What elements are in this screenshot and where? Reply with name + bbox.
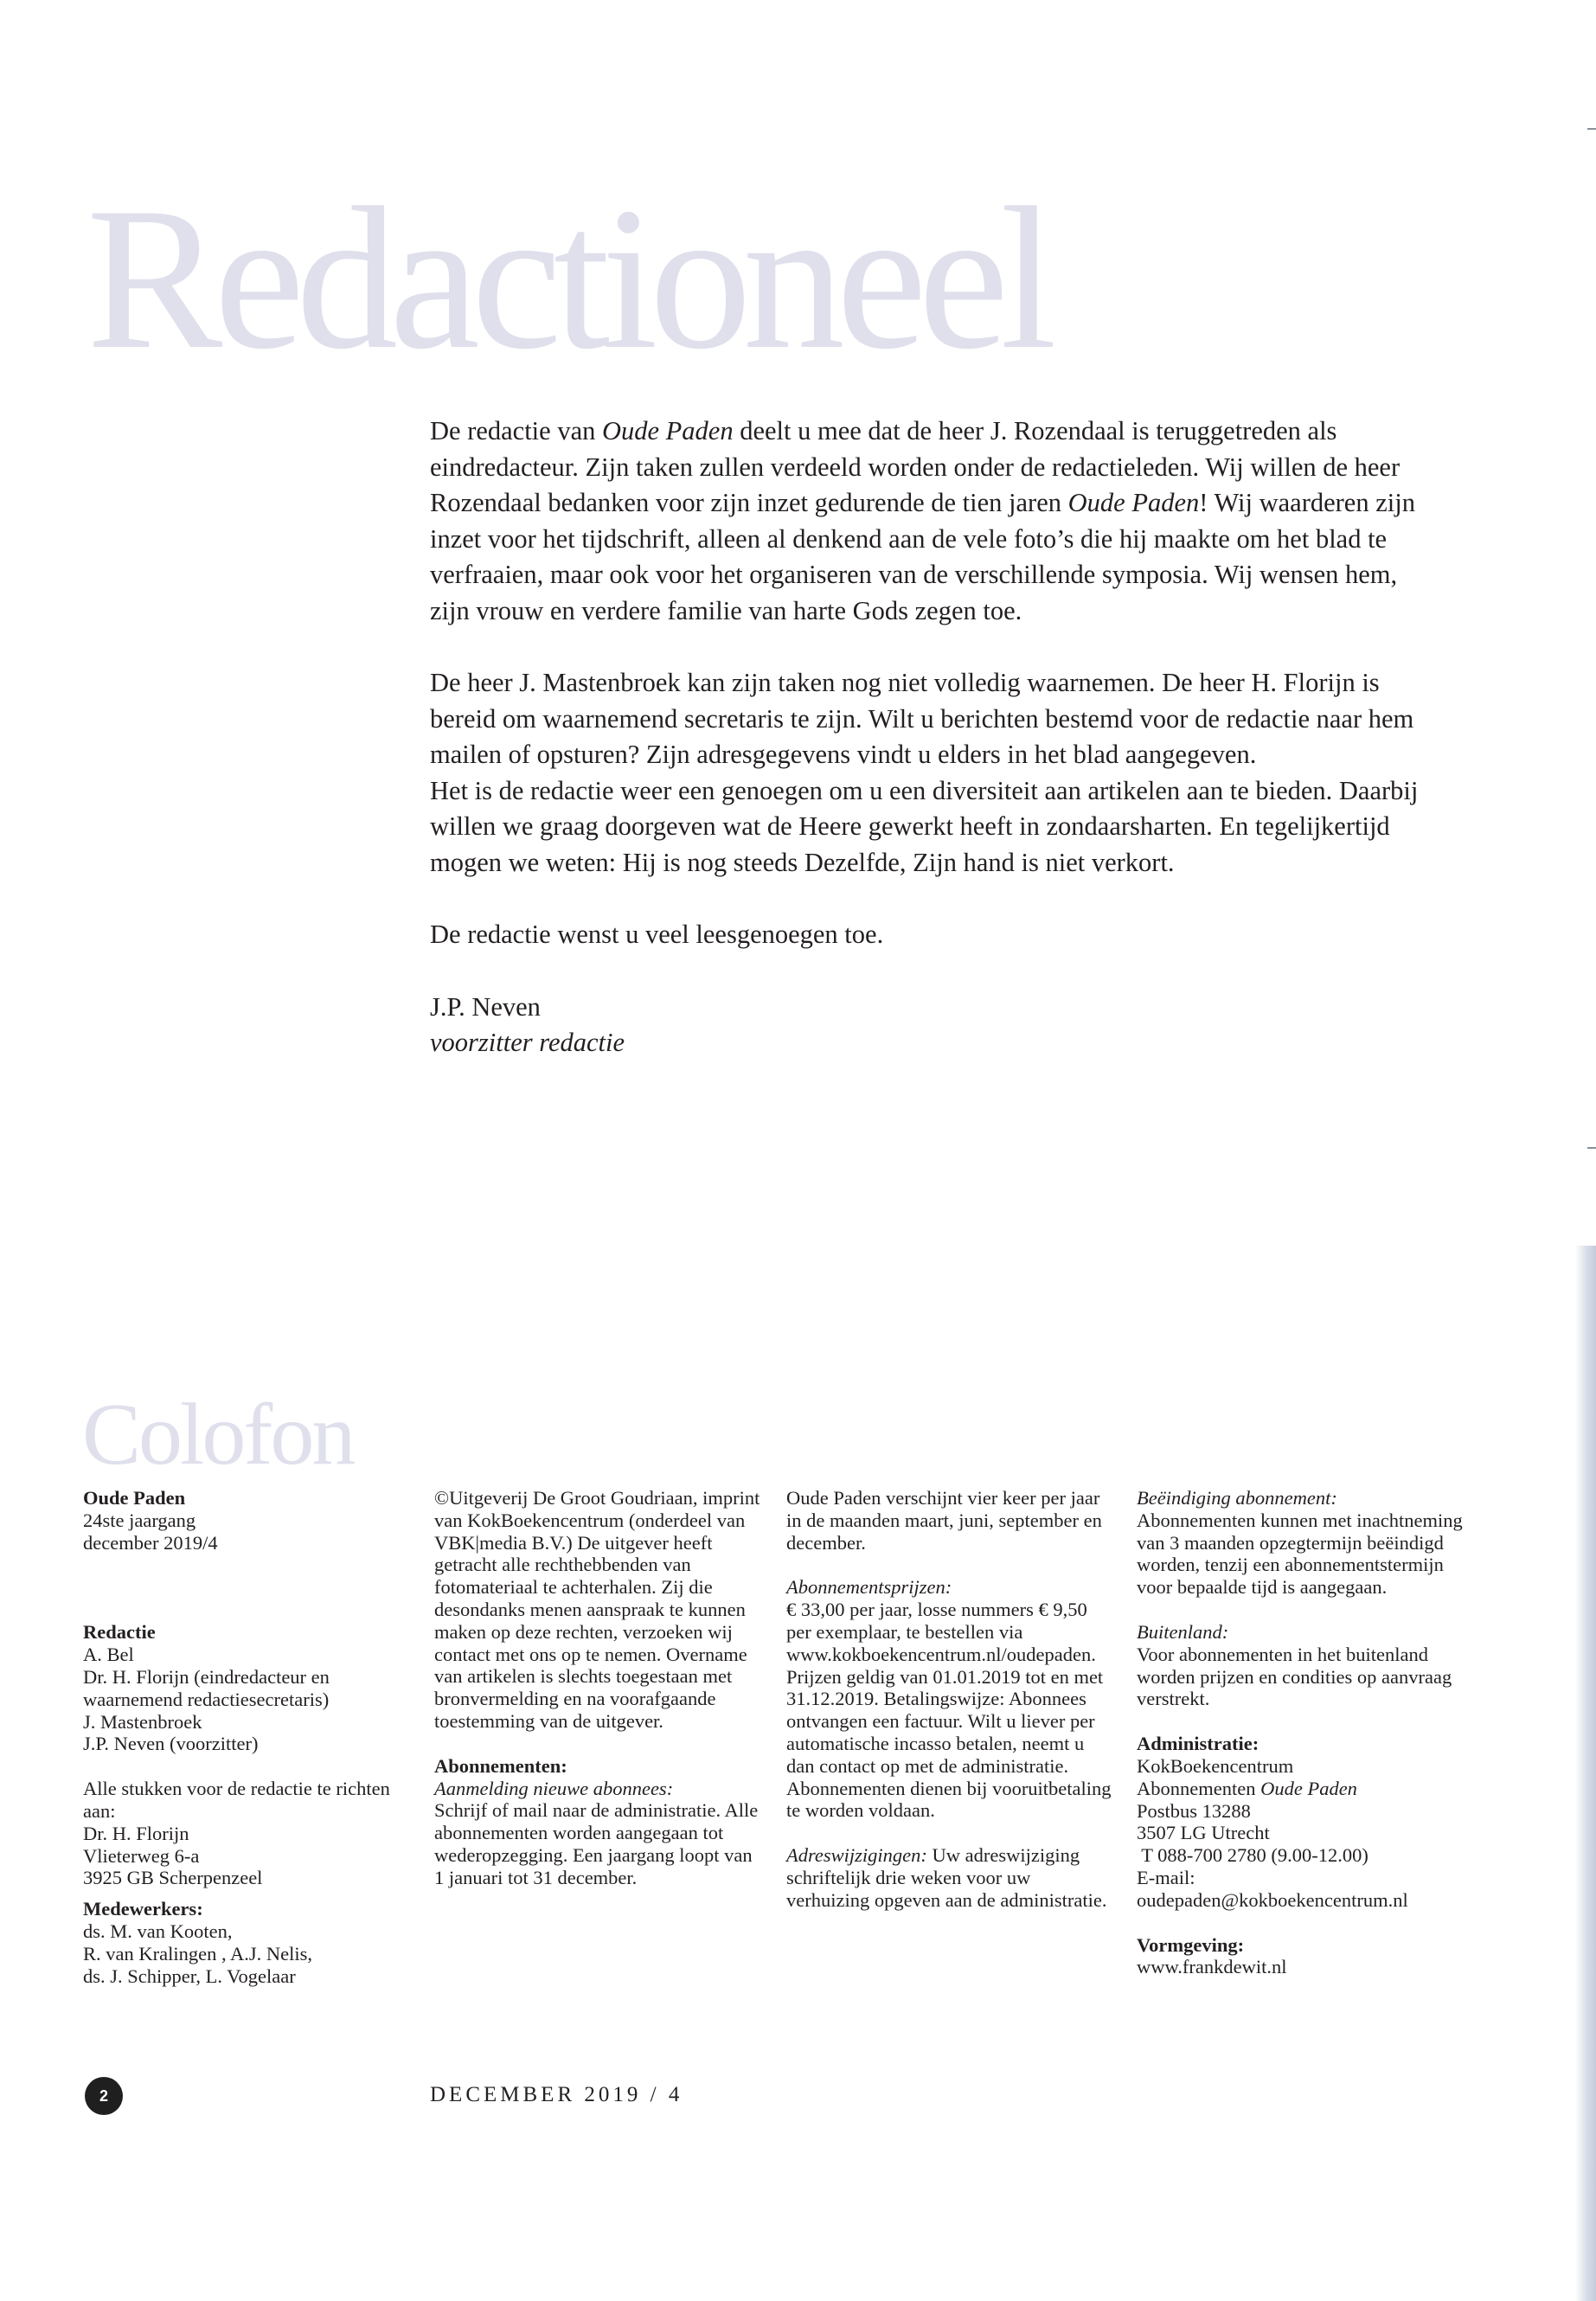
admin-postbus: Postbus 13288	[1137, 1799, 1251, 1822]
signature-name: J.P. Neven	[430, 991, 541, 1022]
admin-name: KokBoekencentrum	[1137, 1754, 1294, 1777]
beeindiging-label: Beëindiging abonnement:	[1137, 1487, 1337, 1509]
aanmelding-label: Aanmelding nieuwe abonnees:	[434, 1777, 674, 1799]
redactie-member: waarnemend redactiesecretaris)	[83, 1688, 330, 1710]
page-title: Redactioneel	[87, 166, 1048, 392]
address-line: Vlieterweg 6-a	[83, 1844, 200, 1867]
address-intro: Alle stukken voor de redactie te richten aan:	[83, 1778, 390, 1822]
admin-email-label: E-mail:	[1137, 1866, 1195, 1888]
vormgeving-url[interactable]: www.frankdewit.nl	[1137, 1956, 1287, 1978]
edge-decoration	[1575, 1246, 1596, 2301]
frequency-text: Oude Paden verschijnt vier keer per jaar in de maanden maart, juni, september en december.	[786, 1487, 1102, 1554]
medewerkers-line: ds. J. Schipper, L. Vogelaar	[83, 1965, 296, 1987]
editorial-body	[430, 413, 1442, 1061]
medewerkers-heading: Medewerkers:	[83, 1898, 203, 1920]
colofon-column-1	[83, 1487, 412, 1987]
signature-role: voorzitter redactie	[430, 1028, 625, 1057]
medewerkers-line: ds. M. van Kooten,	[83, 1920, 233, 1942]
journal-name: Oude Paden	[83, 1487, 186, 1509]
redactie-member: A. Bel	[83, 1644, 134, 1666]
prijzen-label: Abonnementsprijzen:	[786, 1576, 952, 1599]
editorial-paragraph-1: De redactie van Oude Paden deelt u mee dat de heer J. Rozendaal is teruggetreden als eindredacteur. Zijn taken zullen verdeeld worden onder de redactieleden. Wij willen de heer Rozendaal bedanken voor zijn inzet gedurende de tien jaren Oude Paden! Wij waarderen zijn inzet voor het tijdschrift, alleen al denkend aan de vele foto’s die hij maakte om het blad te verfraaien, maar ook voor het organiseren van de verschillende symposia. Wij wensen hem, zijn vrouw en verdere familie van harte Gods zegen toe.	[430, 416, 1415, 625]
redactie-member: J.P. Neven (voorzitter)	[83, 1733, 259, 1755]
editorial-paragraph-4: De redactie wenst u veel leesgenoegen toe.	[430, 920, 884, 949]
buitenland-label: Buitenland:	[1137, 1620, 1229, 1643]
medewerkers-line: R. van Kralingen , A.J. Nelis,	[83, 1942, 312, 1965]
edge-tick-top	[1587, 128, 1596, 130]
administratie-heading: Administratie:	[1137, 1733, 1259, 1755]
page-number-badge: 2	[85, 2077, 123, 2115]
buitenland-text: Voor abonnementen in het buitenland worden prijzen en condities op aanvraag verstrekt.	[1137, 1643, 1452, 1710]
redactie-member: Dr. H. Florijn (eindredacteur en	[83, 1665, 330, 1688]
journal-volume: 24ste jaargang	[83, 1509, 196, 1531]
copyright-text: ©Uitgeverij De Groot Goudriaan, imprint van KokBoekencentrum (onderdeel van VBK|media B.V.) De uitgever heeft getracht alle rechthebbenden van fotomateriaal te achterhalen. Zij die desondanks menen aanspraak te kunnen maken op deze rechten, verzoeken wij contact met ons op te nemen. Overname van artikelen is slechts toegestaan met bronvermelding en na voorafgaande toestemming van de uitgever.	[434, 1487, 760, 1732]
colofon-column-4	[1137, 1487, 1483, 1978]
admin-city: 3507 LG Utrecht	[1137, 1822, 1270, 1844]
edge-tick-middle	[1587, 1147, 1596, 1149]
colofon-column-3	[786, 1487, 1115, 1912]
admin-email[interactable]: oudepaden@kokboekencentrum.nl	[1137, 1888, 1408, 1911]
journal-issue: december 2019/4	[83, 1531, 218, 1554]
redactie-heading: Redactie	[83, 1621, 156, 1644]
address-line: Dr. H. Florijn	[83, 1822, 189, 1844]
prijzen-text: € 33,00 per jaar, losse nummers € 9,50 per exemplaar, te bestellen via www.kokboekencentrum.nl/oudepaden. Prijzen geldig van 01.01.2019 tot en met 31.12.2019. Betalingswijze: Abonnees ontvangen een factuur. Wilt u liever per automatische incasso betalen, neemt u dan contact op met de administratie. Abonnementen dienen bij vooruitbetaling te worden voldaan.	[786, 1599, 1112, 1822]
editorial-paragraph-2: De heer J. Mastenbroek kan zijn taken nog niet volledig waarnemen. De heer H. Florijn is bereid om waarnemend secretaris te zijn. Wilt u berichten bestemd voor de redactie naar hem mailen of opsturen? Zijn adresgegevens vindt u elders in het blad aangegeven.	[430, 668, 1414, 769]
address-line: 3925 GB Scherpenzeel	[83, 1867, 263, 1889]
admin-phone: T 088-700 2780 (9.00-12.00)	[1137, 1844, 1368, 1867]
redactie-member: J. Mastenbroek	[83, 1710, 202, 1733]
admin-line-2: Abonnementen Oude Paden	[1137, 1777, 1357, 1799]
footer-issue-label: DECEMBER 2019 / 4	[430, 2083, 683, 2106]
abonnementen-heading: Abonnementen:	[434, 1754, 567, 1777]
aanmelding-text: Schrijf of mail naar de administratie. Alle abonnementen worden aangegaan tot wederopzegging. Een jaargang loopt van 1 januari tot 31 december.	[434, 1799, 759, 1888]
vormgeving-heading: Vormgeving:	[1137, 1933, 1245, 1956]
editorial-paragraph-3: Het is de redactie weer een genoegen om u een diversiteit aan artikelen aan te bieden. Daarbij willen we graag doorgeven wat de Heere gewerkt heeft in zondaarsharten. En tegelijkertijd mogen we weten: Hij is nog steeds Dezelfde, Zijn hand is niet verkort.	[430, 775, 1419, 877]
beeindiging-text: Abonnementen kunnen met inachtneming van 3 maanden opzegtermijn beëindigd worden, tenzij een abonnementstermijn voor bepaalde tijd is aangegaan.	[1137, 1509, 1463, 1599]
colofon-title: Colofon	[82, 1386, 354, 1484]
adreswijziging: Adreswijzigingen: Uw adreswijziging schriftelijk drie weken voor uw verhuizing opgeven aan de administratie.	[786, 1844, 1107, 1911]
colofon-column-2	[434, 1487, 763, 1889]
